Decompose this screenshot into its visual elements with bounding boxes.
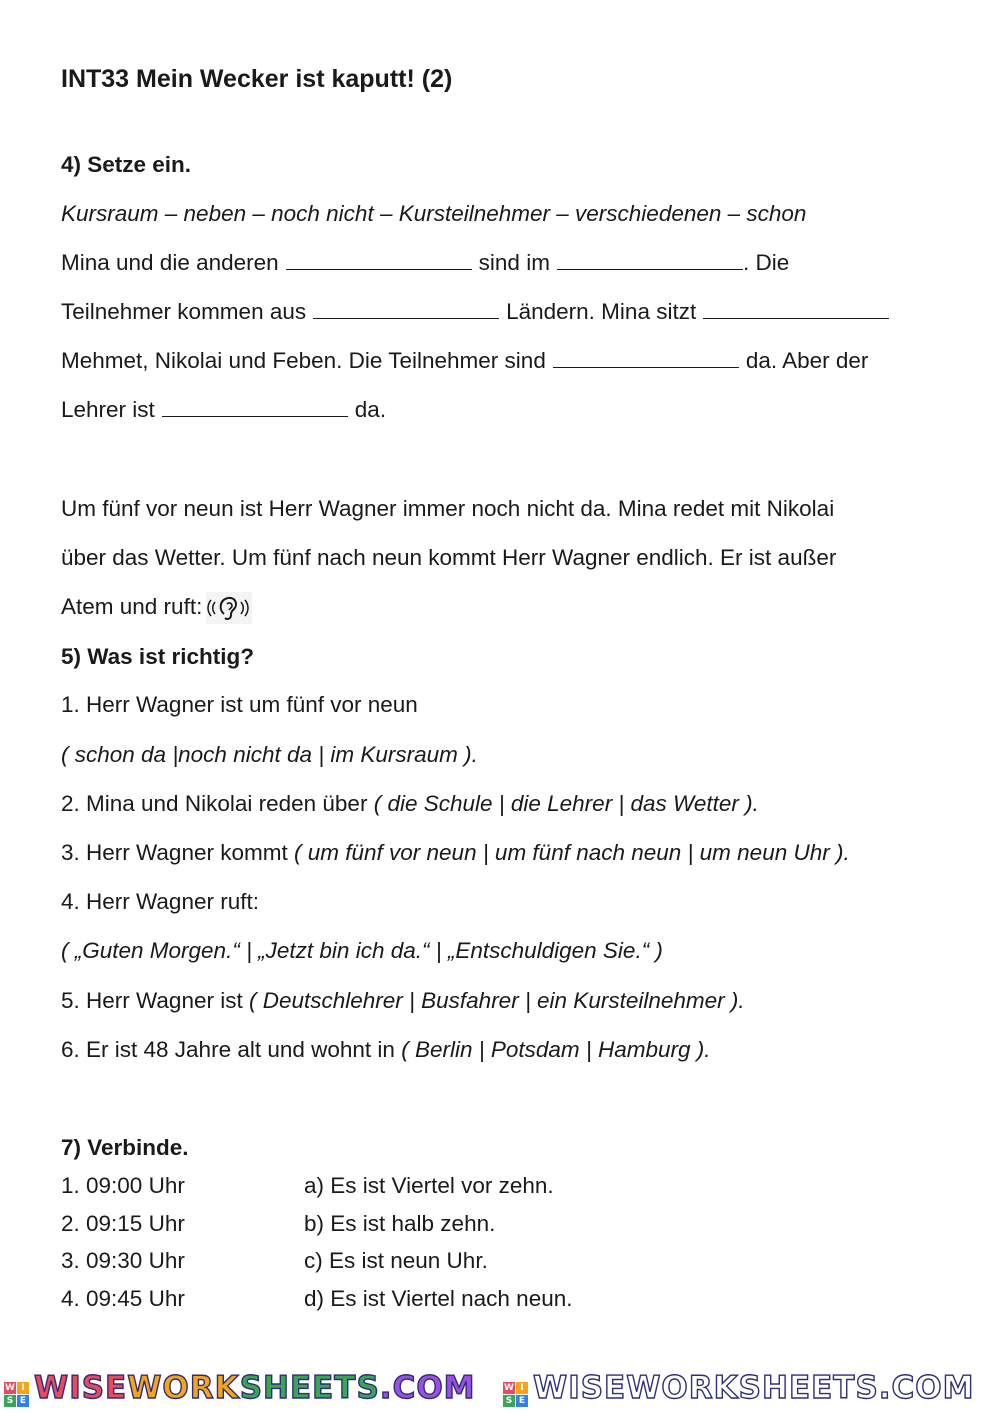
brand-part: WISE — [34, 1370, 128, 1406]
ex5-question-text: 3. Herr Wagner kommt — [61, 840, 288, 865]
ex5-options-1[interactable]: ( schon da |noch nicht da | im Kursraum ). — [61, 742, 478, 767]
ex4-text: Lehrer ist — [61, 397, 155, 422]
brand-text: WISEWORKSHEETS.COM — [533, 1370, 975, 1406]
ex4-text: da. Aber der — [745, 348, 869, 373]
ex7-right-item[interactable]: b) Es ist halb zehn. — [304, 1211, 496, 1236]
ex7-left-item[interactable]: 3. 09:30 Uhr — [61, 1248, 185, 1273]
ex5-heading: 5) Was ist richtig? — [61, 644, 254, 669]
ex5-question-2 — [61, 789, 759, 819]
ex7-right-item[interactable]: c) Es ist neun Uhr. — [304, 1248, 488, 1273]
brand-part: SHEETS — [239, 1370, 380, 1406]
ex7-right-item[interactable]: d) Es ist Viertel nach neun. — [304, 1286, 573, 1311]
gap-2[interactable] — [557, 251, 743, 270]
ex4-text: Teilnehmer kommen aus — [61, 299, 307, 324]
story-line-2: über das Wetter. Um fünf nach neun kommt Herr Wagner endlich. Er ist außer — [61, 545, 837, 570]
ex5-options-4[interactable]: ( „Guten Morgen.“ | „Jetzt bin ich da.“ | „Entschuldigen Sie.“ ) — [61, 938, 663, 963]
gap-6[interactable] — [162, 398, 348, 417]
ex4-line-4 — [61, 395, 386, 425]
gap-4[interactable] — [703, 300, 889, 319]
ex7-left-item[interactable]: 2. 09:15 Uhr — [61, 1211, 185, 1236]
story-line-1: Um fünf vor neun ist Herr Wagner immer noch nicht da. Mina redet mit Nikolai — [61, 496, 835, 521]
brand-logo-icon: W I S E — [4, 1382, 30, 1408]
listen-audio-icon[interactable] — [206, 592, 252, 624]
ex7-left-item[interactable]: 1. 09:00 Uhr — [61, 1173, 185, 1198]
ex4-text: Ländern. Mina sitzt — [506, 299, 697, 324]
ex4-word-bank: Kursraum – neben – noch nicht – Kursteilnehmer – verschiedenen – schon — [61, 201, 807, 226]
ex5-options-6[interactable]: ( Berlin | Potsdam | Hamburg ). — [401, 1037, 711, 1062]
ex4-text: Mina und die anderen — [61, 250, 279, 275]
ex4-line-3 — [61, 346, 868, 376]
ex7-left-item[interactable]: 4. 09:45 Uhr — [61, 1286, 185, 1311]
ex5-options-5[interactable]: ( Deutschlehrer | Busfahrer | ein Kursteilnehmer ). — [248, 988, 745, 1013]
ex5-question-4: 4. Herr Wagner ruft: — [61, 889, 259, 914]
ex4-heading: 4) Setze ein. — [61, 152, 192, 177]
ex4-text: Mehmet, Nikolai und Feben. Die Teilnehmer sind — [61, 348, 546, 373]
ex5-options-3[interactable]: ( um fünf vor neun | um fünf nach neun | um neun Uhr ). — [293, 840, 850, 865]
ex4-text: . Die — [742, 250, 790, 275]
gap-1[interactable] — [286, 251, 472, 270]
ex5-question-6 — [61, 1035, 711, 1065]
ex5-question-5 — [61, 986, 745, 1016]
ex5-question-text: 5. Herr Wagner ist — [61, 988, 243, 1013]
brand-part: WORK — [127, 1370, 240, 1406]
story-line-3 — [61, 592, 252, 624]
ex5-question-text: 6. Er ist 48 Jahre alt und wohnt in — [61, 1037, 395, 1062]
ex5-question-1: 1. Herr Wagner ist um fünf vor neun — [61, 692, 418, 717]
ex5-question-text: 2. Mina und Nikolai reden über — [61, 791, 368, 816]
ex5-options-2[interactable]: ( die Schule | die Lehrer | das Wetter ). — [373, 791, 759, 816]
ex4-line-2 — [61, 297, 896, 327]
ex7-heading: 7) Verbinde. — [61, 1135, 189, 1160]
worksheet-title: INT33 Mein Wecker ist kaputt! (2) — [61, 65, 453, 93]
ex4-text: da. — [354, 397, 387, 422]
ex5-question-3 — [61, 838, 850, 868]
brand-text — [34, 1370, 476, 1406]
ex7-right-item[interactable]: a) Es ist Viertel vor zehn. — [304, 1173, 554, 1198]
ex4-line-1 — [61, 248, 789, 278]
gap-5[interactable] — [553, 349, 739, 368]
ex4-text: sind im — [478, 250, 550, 275]
brand-logo-icon: W I S E — [503, 1382, 529, 1408]
brand-part: .COM — [379, 1370, 476, 1406]
story-text: Atem und ruft: — [61, 594, 203, 619]
gap-3[interactable] — [313, 300, 499, 319]
footer-watermark — [0, 1370, 1000, 1413]
